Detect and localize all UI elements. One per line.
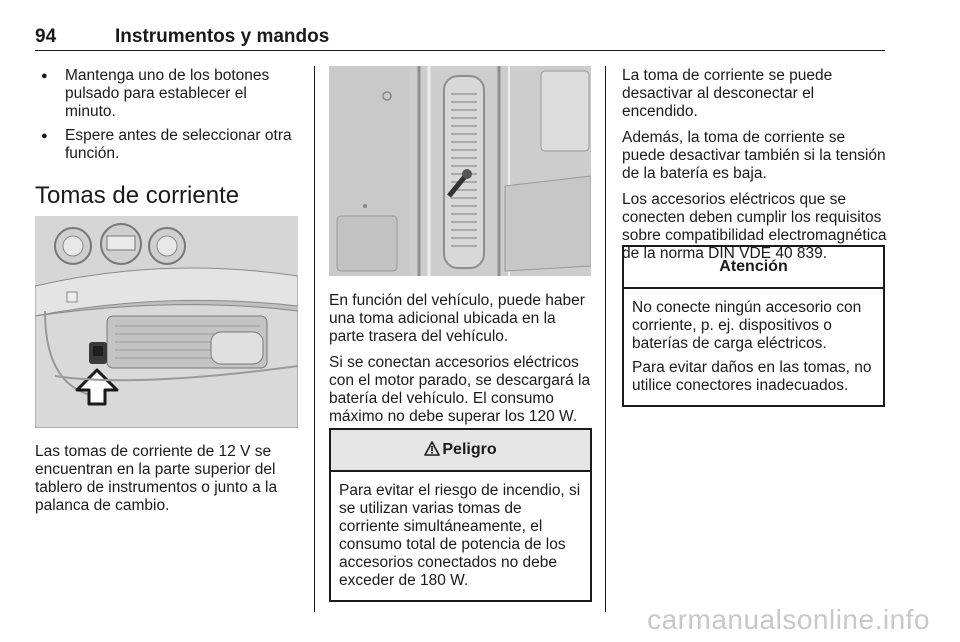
attention-box (622, 245, 885, 407)
bullet-item: ● Espere antes de seleccionar otra función. (35, 127, 300, 163)
attention-box-title: Atención (719, 258, 788, 275)
section-title: Tomas de corriente (35, 182, 240, 209)
paragraph: Las tomas de corriente de 12 V se encuentran en la parte superior del tablero de instrumentos o junto a la palanca de cambio. (35, 443, 278, 514)
column-3-body (622, 67, 888, 271)
warning-triangle-icon (424, 430, 440, 470)
column-divider-1 (314, 66, 315, 612)
paragraph: Además, la toma de corriente se puede desactivar también si la tensión de la batería es baja. (622, 129, 886, 182)
column-1 (35, 67, 300, 169)
attention-text: Para evitar daños en las tomas, no utilice conectores inadecuados. (632, 359, 872, 394)
column-divider-2 (605, 66, 606, 612)
chapter-title: Instrumentos y mandos (115, 26, 330, 47)
danger-box-title: Peligro (442, 441, 497, 458)
danger-text: Para evitar el riesgo de incendio, si se utilizan varias tomas de corriente simultáneamente, el consumo total de potencia de los accesorios conectados no debe exceder de 180 W. (339, 482, 581, 589)
danger-box-body (331, 472, 590, 600)
danger-box-header (331, 430, 590, 472)
paragraph: Los accesorios eléctricos que se conecten deben cumplir los requisitos sobre compatibilidad electromagnética de la norma DIN VDE 40 839. (622, 191, 887, 262)
dashboard-socket-illustration (35, 216, 298, 428)
page-number: 94 (35, 26, 57, 47)
paragraph: Si se conectan accesorios eléctricos con el motor parado, se descargará la batería del vehículo. El consumo máximo no debe superar los 120 W. (329, 354, 591, 425)
attention-text: No conecte ningún accesorio con corriente, p. ej. dispositivos o baterías de carga eléctricos. (632, 299, 862, 352)
column-1-body (35, 443, 300, 523)
column-2-body (329, 292, 595, 434)
bullet-list (35, 67, 300, 163)
attention-box-header (624, 247, 883, 289)
paragraph: En función del vehículo, puede haber una toma adicional ubicada en la parte trasera del vehículo. (329, 292, 585, 345)
page-header (35, 26, 885, 51)
bullet-item: ● Mantenga uno de los botones pulsado para establecer el minuto. (35, 67, 300, 121)
paragraph: La toma de corriente se puede desactivar al desconectar el encendido. (622, 67, 833, 120)
attention-box-body (624, 289, 883, 405)
danger-box (329, 428, 592, 602)
rear-socket-illustration (329, 66, 591, 276)
watermark: carmanualsonline.info (647, 604, 930, 635)
